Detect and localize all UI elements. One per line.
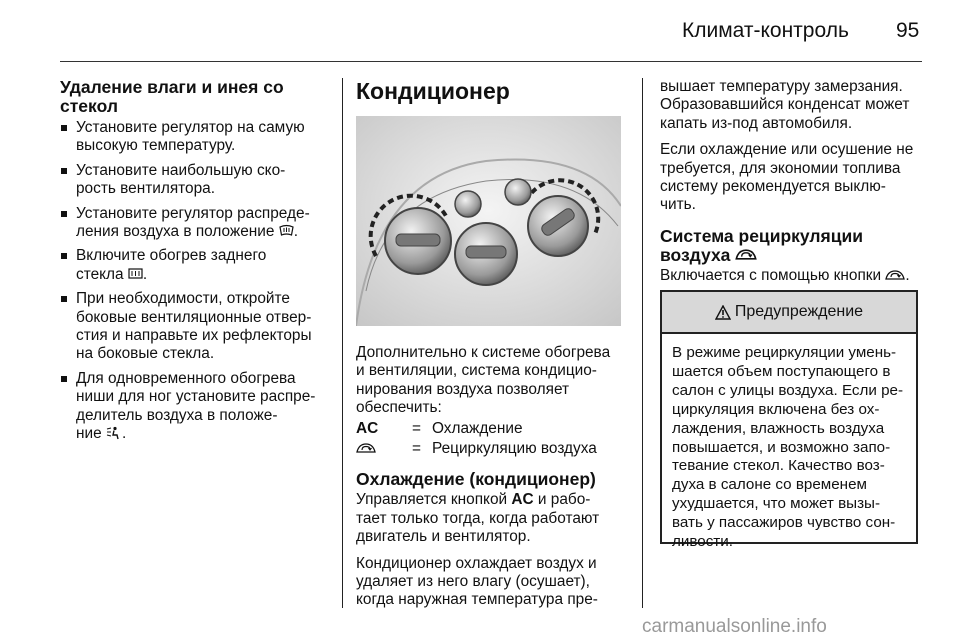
list-item [60, 162, 335, 199]
chapter-title: Климат-контроль [682, 19, 849, 42]
subheading-cooling: Охлаждение (кондиционер) [356, 469, 596, 490]
list-item [60, 205, 335, 242]
glossary-desc: Охлаждение [432, 419, 523, 437]
left-column [60, 78, 335, 450]
bullet-line: боковые вентиляционные отвер- [76, 308, 312, 326]
bullet-line: ления воздуха в положение [76, 223, 275, 241]
middle-column [356, 78, 634, 618]
text-line: удаляет из него влагу (осушает), [356, 573, 590, 591]
section-heading-recirculation [660, 227, 922, 265]
text-line: тевание стекол. Качество воз- [672, 457, 885, 475]
defog-steps [60, 119, 335, 444]
bullet-line: ниши для ног установите распре- [76, 388, 316, 406]
cooling-para-4 [660, 141, 922, 215]
glossary-key [356, 440, 412, 458]
text-line: вать у пассажиров чувство сон- [672, 514, 896, 532]
warning-text [662, 334, 916, 552]
heading-line: Удаление влаги и инея со [60, 77, 284, 97]
bullet-line: Включите обогрев заднего [76, 247, 267, 265]
bullet-line: При необходимости, откройте [76, 290, 290, 308]
punctuation: . [142, 265, 148, 283]
rear-window-heating-icon [128, 267, 143, 280]
recirculation-icon [885, 269, 905, 282]
glossary-desc: Рециркуляцию воздуха [432, 440, 597, 458]
bullet-line: высокую температуру. [76, 137, 236, 155]
bullet-line: Установите регулятор распреде- [76, 204, 310, 222]
punctuation: . [121, 425, 127, 443]
bullet-line: стекла [76, 265, 124, 283]
text-line: двигатель и вентилятор. [356, 528, 531, 546]
text-line: циркуляция включена без ох- [672, 400, 880, 418]
glossary-eq: = [412, 440, 421, 458]
footwell-defrost-icon [106, 426, 122, 440]
page-number: 95 [896, 19, 920, 42]
text-line: требуется, для экономии топлива [660, 159, 901, 177]
text-line: шается объем поступающего в [672, 362, 891, 380]
windshield-defrost-icon [279, 224, 294, 237]
text-line: вышает температуру замерзания. [660, 78, 903, 95]
text-line: Кондиционер охлаждает воздух и [356, 554, 597, 572]
warning-triangle-icon [715, 305, 731, 320]
bullet-line: ние [76, 425, 102, 443]
text-fragment: Включается с помощью кнопки [660, 266, 882, 284]
bullet-line: Установите регулятор на самую [76, 119, 305, 136]
text-line: духа в салоне со временем [672, 476, 867, 494]
text-line: ливости. [672, 533, 733, 551]
text-line: когда наружная температура пре- [356, 591, 598, 609]
warning-header [662, 292, 916, 334]
header-rule [60, 61, 922, 62]
punctuation: . [293, 223, 299, 241]
text-line: и вентиляции, система кондицио- [356, 362, 597, 380]
text-line: В режиме рециркуляции умень- [672, 344, 897, 361]
section-title-ac: Кондиционер [356, 78, 510, 104]
text-line: Образовавшийся конденсат может [660, 96, 910, 114]
text-line: чить. [660, 196, 696, 214]
bullet-line: Для одновременного обогрева [76, 369, 296, 387]
cooling-para-3 [660, 78, 922, 133]
text-fragment: Управляется кнопкой [356, 491, 512, 509]
bullet-line: стия и направьте их рефлекторы [76, 327, 312, 345]
bullet-line: делитель воздуха в положе- [76, 406, 278, 424]
recirculation-enable [660, 267, 922, 285]
bullet-line: на боковые стекла. [76, 345, 215, 363]
text-line: нирования воздуха позволяет [356, 380, 570, 398]
recirculation-icon [356, 442, 376, 455]
text-line: капать из-под автомобиля. [660, 114, 853, 132]
text-line: тает только тогда, когда работают [356, 509, 600, 527]
cooling-para-2 [356, 555, 634, 610]
text-line: обеспечить: [356, 399, 442, 417]
heading-line: стекол [60, 96, 118, 116]
climate-control-panel-photo [356, 116, 621, 326]
warning-box [660, 290, 918, 551]
text-fragment: и рабо- [533, 491, 591, 509]
recirculation-icon [735, 248, 757, 262]
list-item [60, 247, 335, 284]
glossary-row [356, 440, 634, 458]
warning-title: Предупреждение [734, 303, 864, 320]
text-line: Если охлаждение или осушение не [660, 141, 914, 159]
heading-line: воздуха [660, 244, 731, 265]
section-heading-defog [60, 78, 335, 116]
right-column [660, 78, 922, 293]
text-line: лаждения, влажность воздуха [672, 419, 885, 437]
cooling-para-1 [356, 491, 634, 546]
list-item [60, 290, 335, 364]
list-item [60, 370, 335, 444]
column-divider-left [342, 78, 343, 608]
ac-button-label: AC [511, 491, 534, 509]
bullet-line: рость вентилятора. [76, 180, 216, 198]
heading-line: Система рециркуляции [660, 225, 864, 246]
text-line: Дополнительно к системе обогрева [356, 344, 611, 361]
text-line: систему рекомендуется выклю- [660, 178, 886, 196]
punctuation: . [905, 266, 910, 284]
bullet-line: Установите наибольшую ско- [76, 161, 286, 179]
text-line: повышается, и возможно запо- [672, 438, 891, 456]
column-divider-right [642, 78, 643, 608]
text-line: ухудшается, что может вызы- [672, 495, 881, 513]
list-item [60, 119, 335, 156]
site-watermark: carmanualsonline.info [642, 616, 827, 637]
glossary-row [356, 420, 634, 438]
ac-intro [356, 344, 634, 418]
glossary-eq: = [412, 419, 421, 437]
glossary-key: AC [356, 419, 379, 437]
text-line: салон с улицы воздуха. Если ре- [672, 381, 904, 399]
